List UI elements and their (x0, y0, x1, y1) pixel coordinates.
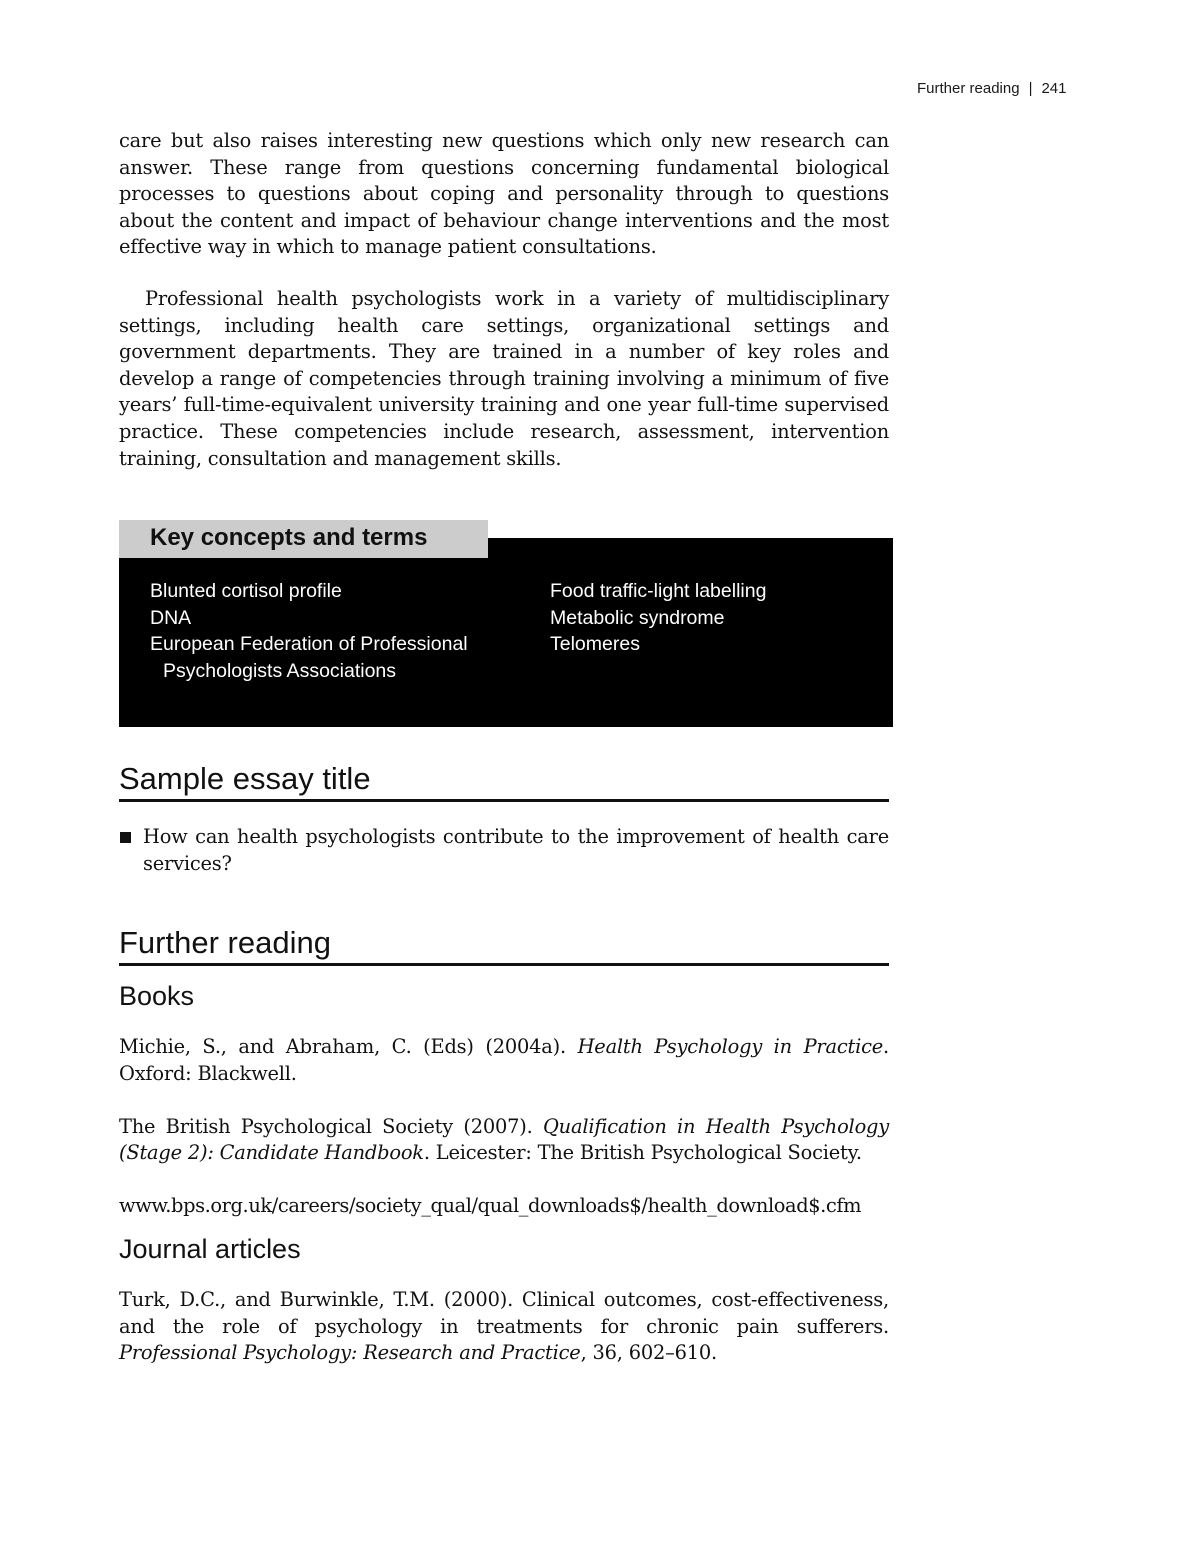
key-term: Blunted cortisol profile (150, 580, 342, 603)
body-paragraph: care but also raises interesting new questions which only new research can answer. These range from questions concerning fundamental biological processes to questions about coping and personality through to questions about the content and impact of behaviour change interventions and the most effective way in which to manage patient consultations. (119, 129, 889, 259)
running-head-title: Further reading (917, 80, 1020, 97)
reference-publisher: . Leicester: The British Psychological Society. (423, 1141, 862, 1165)
journal-articles-heading: Journal articles (119, 1234, 301, 1265)
reference-journal: Professional Psychology: Research and Practice (119, 1341, 581, 1365)
reference-volume: , 36, 602–610. (580, 1341, 717, 1365)
key-terms-right-column (550, 578, 880, 658)
running-head-separator: | (1028, 80, 1033, 97)
reference-authors: Michie, S., and Abraham, C. (Eds) (2004a). (119, 1035, 578, 1059)
square-bullet-icon (120, 832, 131, 843)
key-concepts-tab (119, 520, 488, 558)
reference-publisher: . Oxford: Blackwell. (119, 1035, 889, 1085)
page-number: 241 (1041, 80, 1067, 97)
key-concepts-panel (119, 538, 893, 727)
essay-title-item (119, 824, 889, 877)
key-concepts-box (119, 520, 893, 727)
book-reference (119, 1034, 889, 1087)
reference-authors: Turk, D.C., and Burwinkle, T.M. (2000). Clinical outcomes, cost-effectiveness, and the role of psychology in treatments for chronic pain sufferers. (119, 1288, 889, 1338)
book-reference (119, 1114, 889, 1167)
essay-title-text: How can health psychologists contribute to the improvement of health care services? (143, 825, 889, 875)
journal-reference (119, 1287, 889, 1367)
reference-authors: The British Psychological Society (2007). (119, 1114, 543, 1138)
key-term: Metabolic syndrome (550, 606, 725, 629)
key-concepts-title: Key concepts and terms (150, 524, 428, 552)
key-terms-left-column (150, 578, 480, 684)
reference-title: Health Psychology in Practice (577, 1035, 884, 1059)
key-term: European Federation of Professional Psychologists Associations (150, 633, 468, 682)
body-paragraph: Professional health psychologists work in a variety of multidisciplinary settings, including health care settings, organizational settings and government departments. They are trained in a number of key roles and develop a range of competencies through training involving a minimum of five years’ full-time-equivalent university training and one year full-time supervised practice. These competencies include research, assessment, intervention training, consultation and management skills. (119, 286, 889, 470)
further-reading-heading: Further reading (119, 925, 889, 966)
reference-url-link[interactable]: www.bps.org.uk/careers/society_qual/qual_downloads$/health_download$.cfm (119, 1193, 862, 1217)
page-content (119, 128, 889, 1367)
key-term: Food traffic-light labelling (550, 580, 767, 603)
sample-essay-heading: Sample essay title (119, 761, 889, 802)
books-heading: Books (119, 981, 195, 1012)
reference-title: Qualification in Health Psychology (Stage 2): Candidate Handbook (119, 1114, 890, 1165)
key-term: Telomeres (550, 633, 640, 656)
running-head (917, 80, 1067, 97)
key-term: DNA (150, 606, 192, 629)
